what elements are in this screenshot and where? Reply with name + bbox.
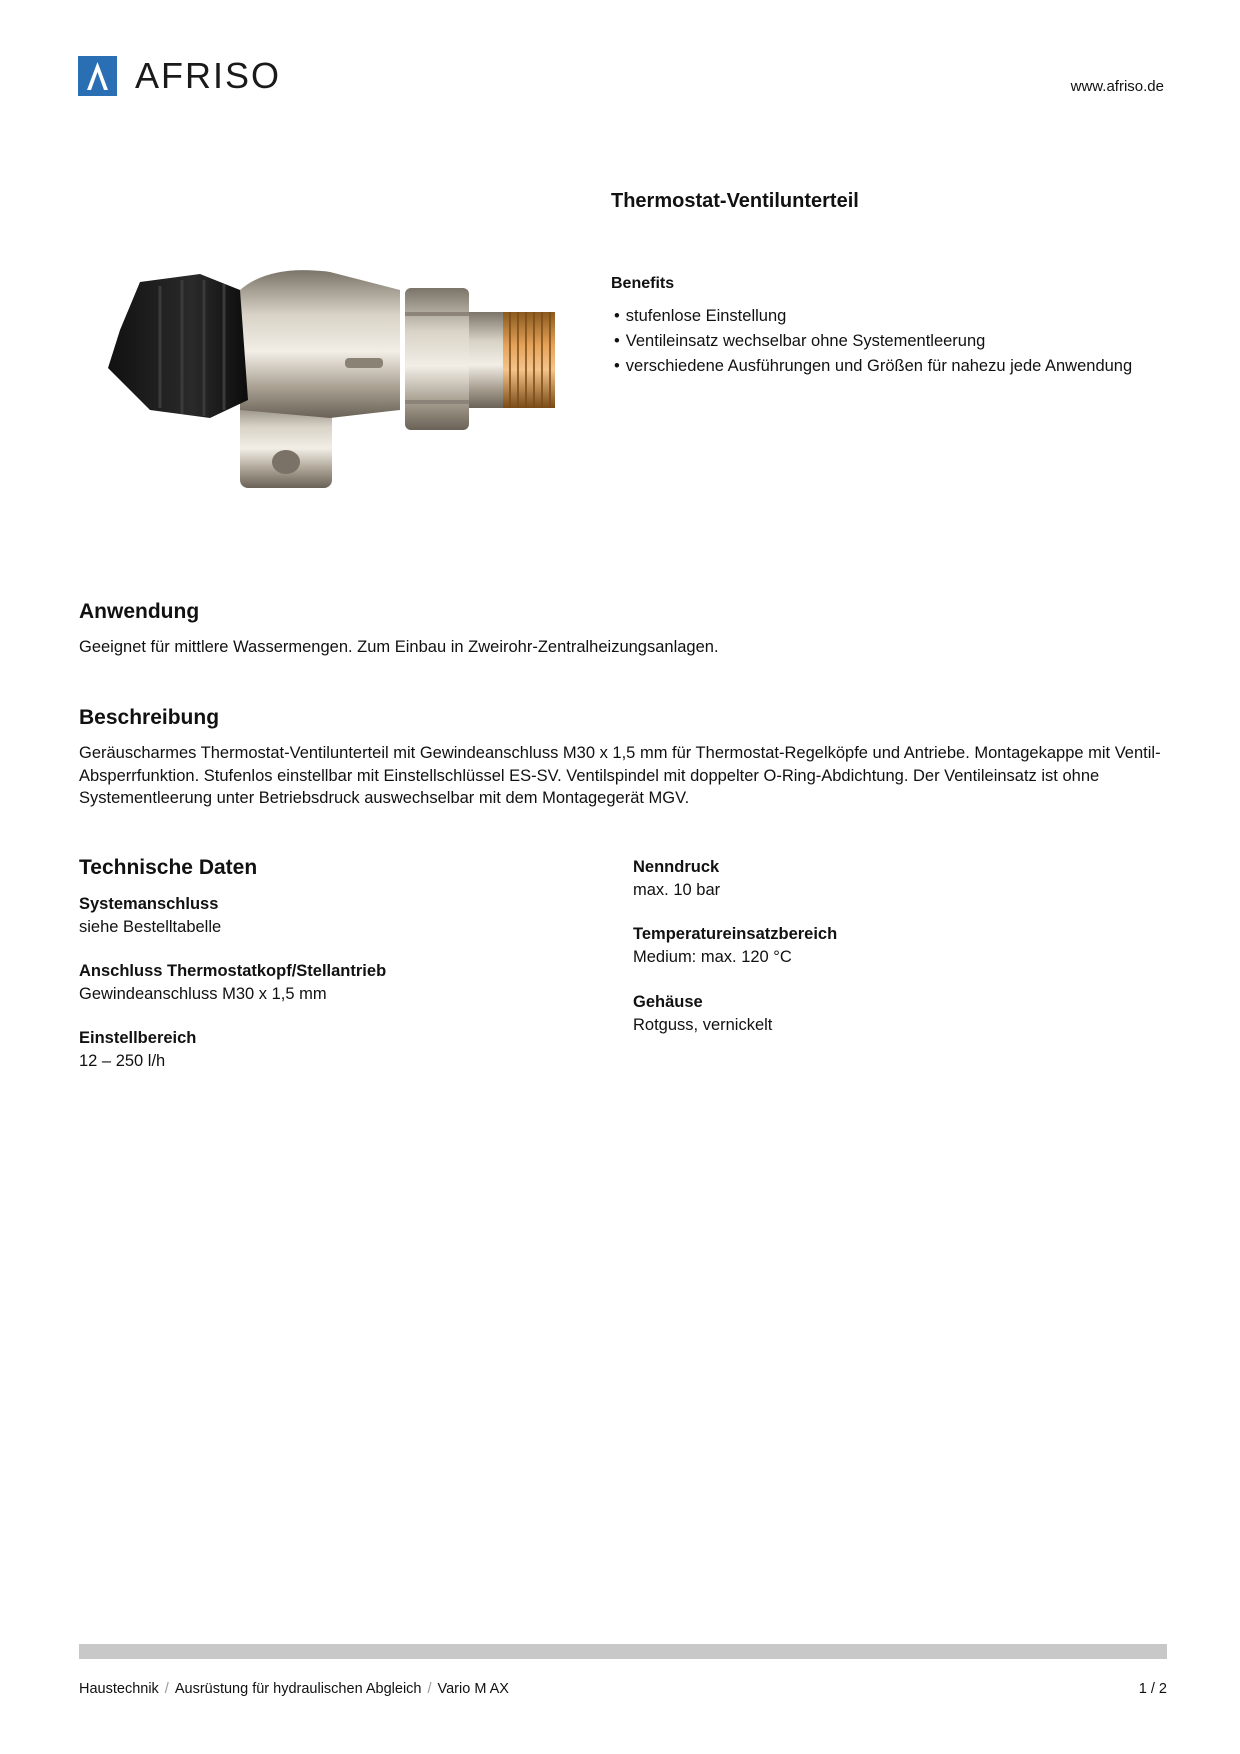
- spec-anschluss-thermostatkopf: [79, 960, 386, 1005]
- benefit-item: • stufenlose Einstellung: [614, 304, 1132, 329]
- spec-value: 12 – 250 l/h: [79, 1051, 166, 1070]
- breadcrumb-item[interactable]: Ausrüstung für hydraulischen Abgleich: [174, 1681, 422, 1697]
- spec-value: Medium: max. 120 °C: [633, 947, 792, 966]
- spec-value: Rotguss, vernickelt: [633, 1015, 773, 1034]
- spec-temperatureinsatzbereich: [633, 923, 837, 968]
- spec-einstellbereich: [79, 1027, 196, 1072]
- spec-gehaeuse: [633, 991, 772, 1036]
- breadcrumb-item[interactable]: Vario M AX: [437, 1681, 509, 1697]
- anwendung-heading: Anwendung: [79, 600, 200, 623]
- spec-systemanschluss: [79, 893, 221, 938]
- technische-daten-heading: Technische Daten: [79, 856, 258, 879]
- breadcrumb: [79, 1681, 509, 1697]
- breadcrumb-separator: /: [427, 1681, 432, 1697]
- page-number: 1 / 2: [1138, 1681, 1167, 1697]
- benefits-list: [614, 304, 1132, 379]
- spec-value: max. 10 bar: [633, 880, 721, 899]
- beschreibung-heading: Beschreibung: [79, 706, 220, 729]
- benefits-heading: Benefits: [611, 275, 675, 292]
- footer-divider-bar: [79, 1644, 1167, 1659]
- website-link[interactable]: www.afriso.de: [1070, 78, 1164, 95]
- benefit-item: • verschiedene Ausführungen und Größen für nahezu jede Anwendung: [614, 354, 1132, 379]
- breadcrumb-separator: /: [164, 1681, 169, 1697]
- afriso-wordmark: AFRISO: [135, 55, 282, 96]
- benefit-item: • Ventileinsatz wechselbar ohne Systementleerung: [614, 329, 1132, 354]
- anwendung-text: Geeignet für mittlere Wassermengen. Zum Einbau in Zweirohr-Zentralheizungsanlagen.: [79, 638, 719, 656]
- spec-nenndruck: [633, 856, 720, 901]
- spec-value: siehe Bestelltabelle: [79, 917, 222, 936]
- breadcrumb-item[interactable]: Haustechnik: [79, 1681, 159, 1697]
- spec-label: Nenndruck: [633, 858, 720, 876]
- spec-label: Temperatureinsatzbereich: [633, 925, 838, 943]
- beschreibung-text: Geräuscharmes Thermostat-Ventilunterteil mit Gewindeanschluss M30 x 1,5 mm für Thermostat-Regelköpfe und Antriebe. Montagekappe mit Ventil-Absperrfunktion. Stufenlos einstellbar mit Einstellschlüssel ES-SV. Ventilspindel mit doppelter O-Ring-Abdichtung. Der Ventileinsatz ist ohne Systementleerung unter Betriebsdruck auswechselbar mit dem Montagegerät MGV.: [79, 744, 1161, 807]
- spec-label: Anschluss Thermostatkopf/Stellantrieb: [79, 962, 387, 980]
- product-title: Thermostat-Ventilunterteil: [611, 190, 859, 212]
- spec-value: Gewindeanschluss M30 x 1,5 mm: [79, 984, 327, 1003]
- spec-label: Gehäuse: [633, 993, 703, 1011]
- spec-label: Einstellbereich: [79, 1029, 197, 1047]
- afriso-logo-mark-icon: [78, 56, 117, 96]
- afriso-logo: [78, 55, 281, 97]
- spec-label: Systemanschluss: [79, 895, 219, 913]
- thermostat-valve-body-photo: [100, 250, 570, 500]
